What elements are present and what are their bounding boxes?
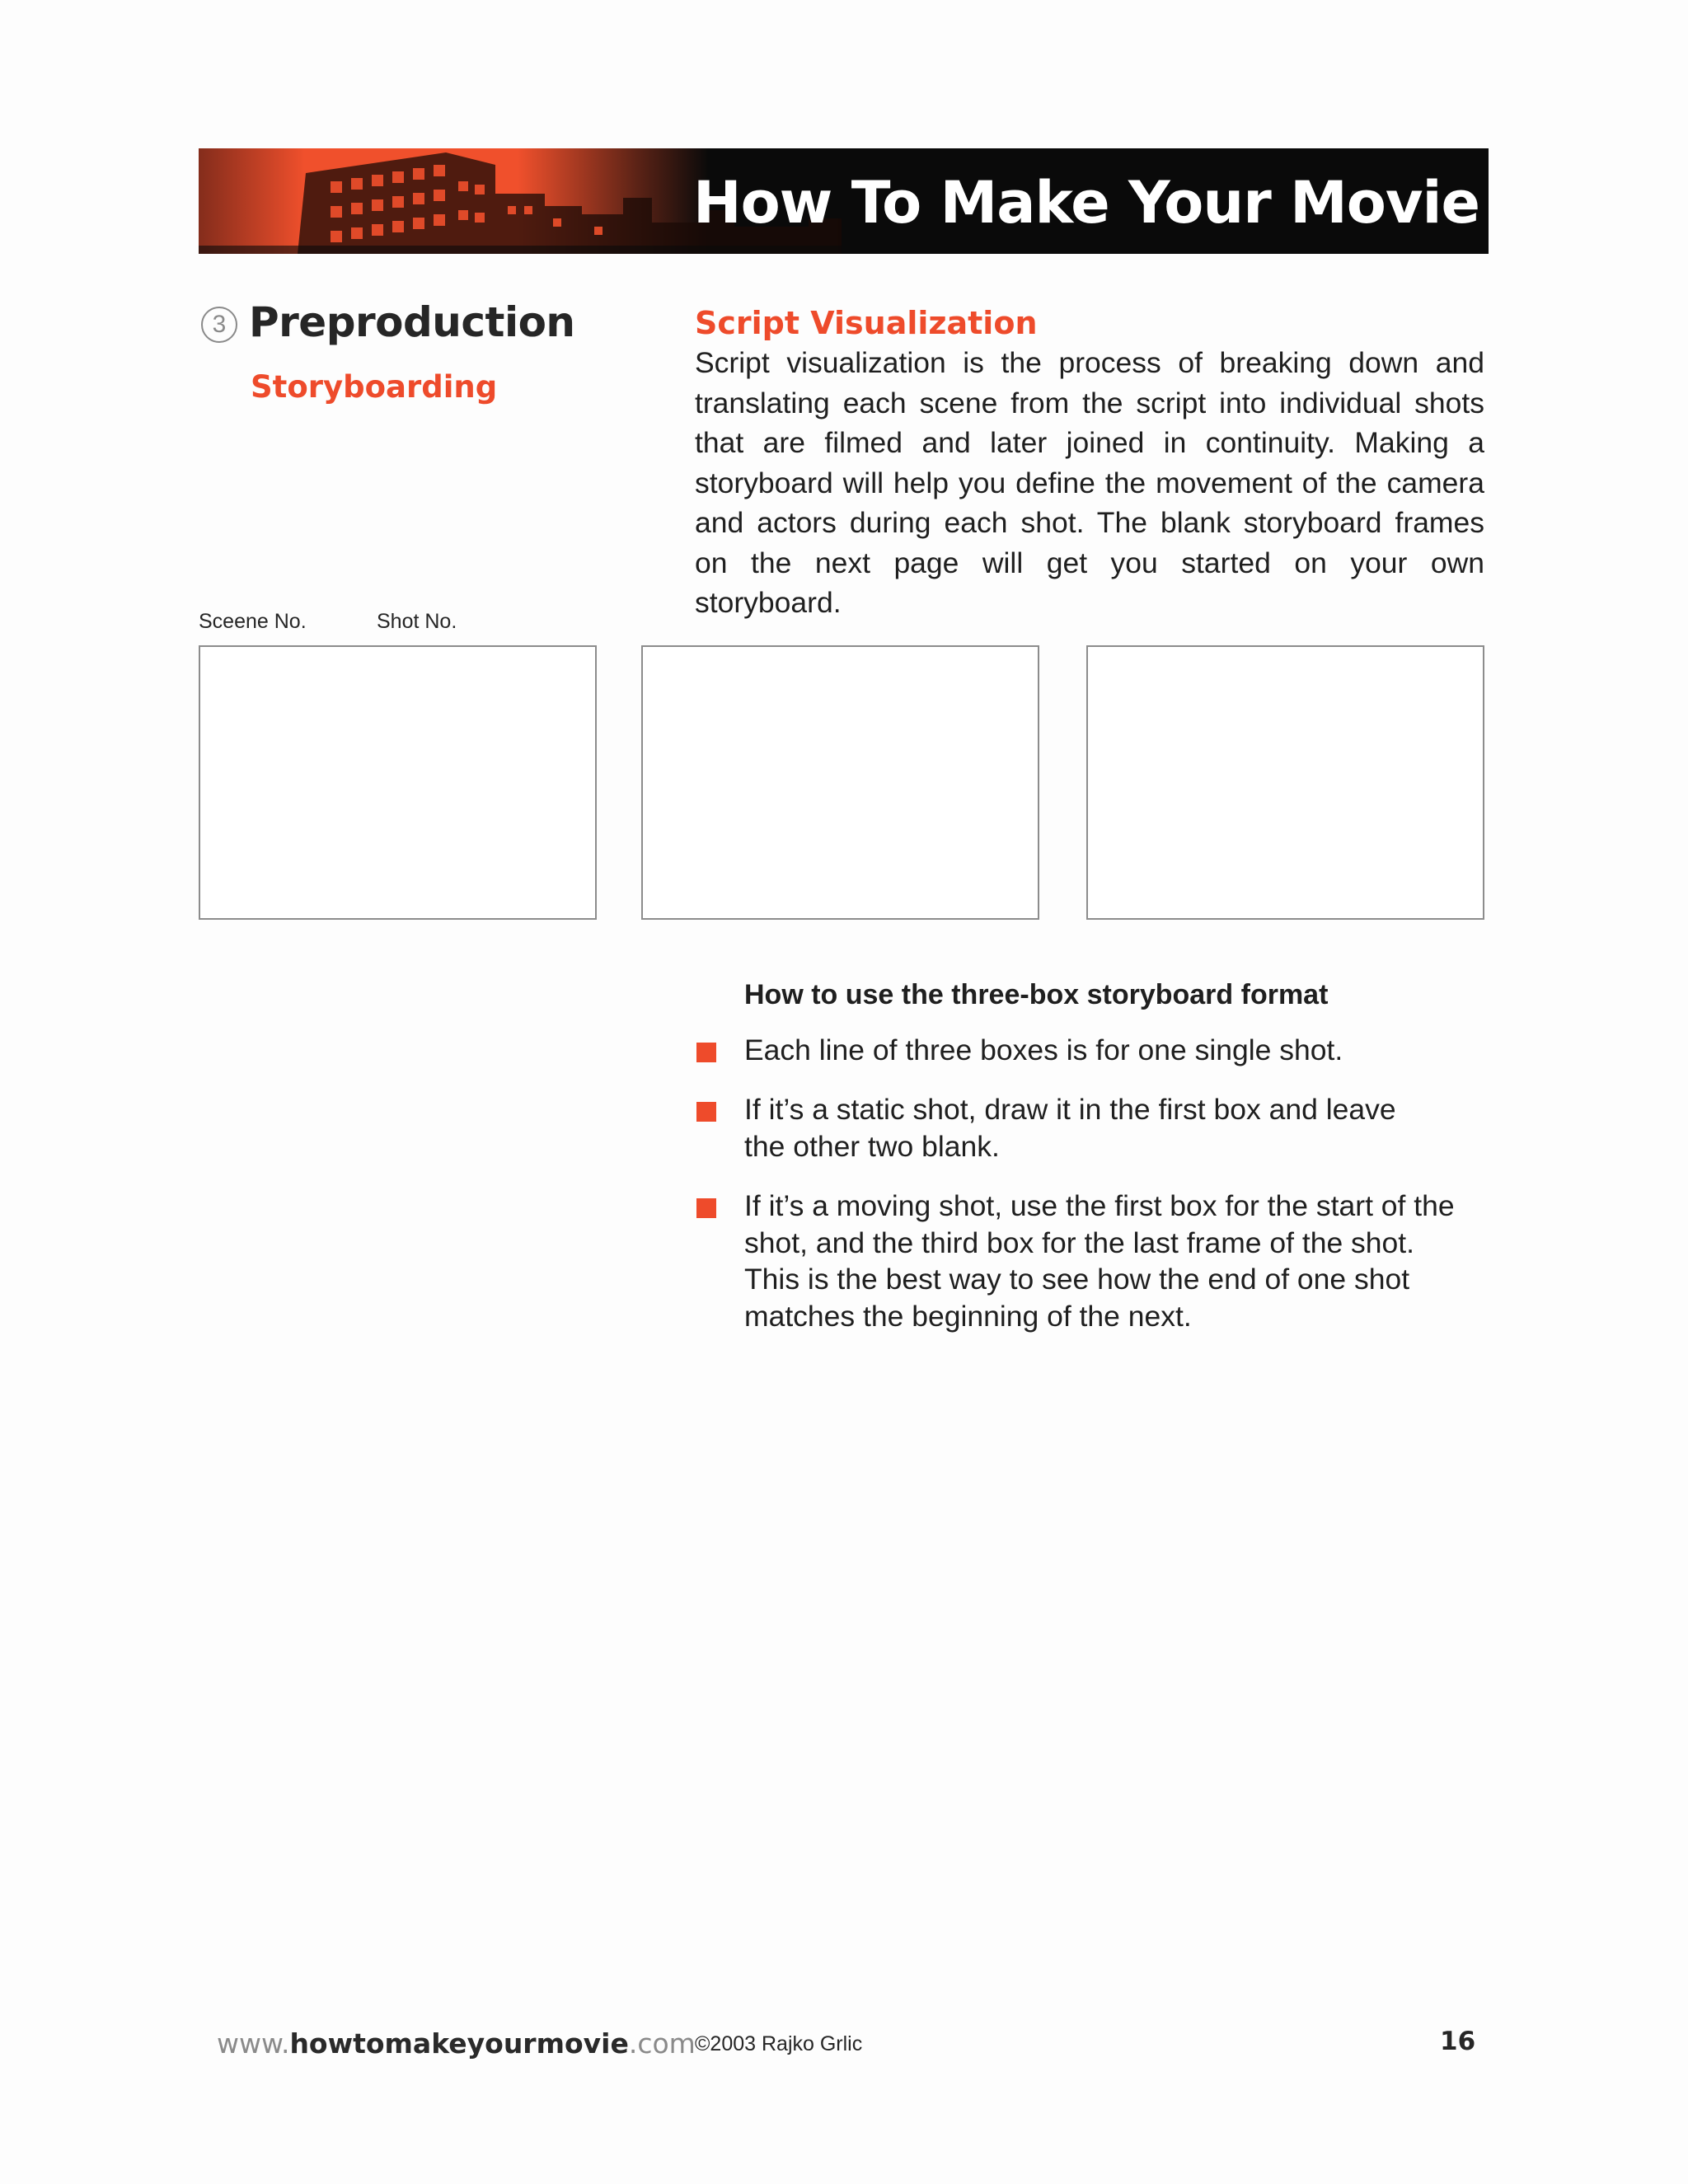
storyboard-frame-1 xyxy=(199,645,597,920)
page-number: 16 xyxy=(1440,2027,1476,2056)
list-item: If it’s a moving shot, use the first box for the start of the shot, and the third box for the last frame of the shot. This is the best way to see how the end of one shot matches the beginning of the next. xyxy=(744,1189,1455,1333)
section-title: Preproduction xyxy=(249,298,575,346)
storyboard-frame-3 xyxy=(1086,645,1484,920)
list-item: Each line of three boxes is for one single shot. xyxy=(744,1033,1343,1066)
intro-paragraph: Script visualization is the process of breaking down and translating each scene from the script into individual shots that are filmed and later joined in continuity. Making a storyboard will help you define the movement of the camera and actors during each shot. The blank storyboard frames on the next page will get you started on your own storyboard. xyxy=(695,346,1484,619)
section-number-badge: 3 xyxy=(201,307,237,343)
bullet-square-icon xyxy=(696,1043,716,1062)
storyboard-frame-2 xyxy=(641,645,1039,920)
intro-heading: Script Visualization xyxy=(695,305,1038,341)
footer-copyright: ©2003 Rajko Grlic xyxy=(695,2032,863,2055)
bullet-square-icon xyxy=(696,1198,716,1218)
shot-number-label: Shot No. xyxy=(377,610,457,633)
list-item: If it’s a static shot, draw it in the first box and leave the other two blank. xyxy=(744,1093,1396,1163)
header-banner xyxy=(199,148,1489,254)
section-subtitle: Storyboarding xyxy=(251,369,498,405)
howto-heading: How to use the three-box storyboard format xyxy=(744,979,1329,1010)
header-title: How To Make Your Movie xyxy=(693,169,1479,237)
footer-website-link[interactable] xyxy=(217,2027,696,2060)
footer-url-prefix: www. xyxy=(217,2027,290,2060)
footer-url-domain: howtomakeyourmovie xyxy=(289,2027,629,2060)
bullet-square-icon xyxy=(696,1102,716,1122)
footer-url-suffix: .com xyxy=(628,2027,696,2060)
scene-number-label: Sceene No. xyxy=(199,610,307,633)
